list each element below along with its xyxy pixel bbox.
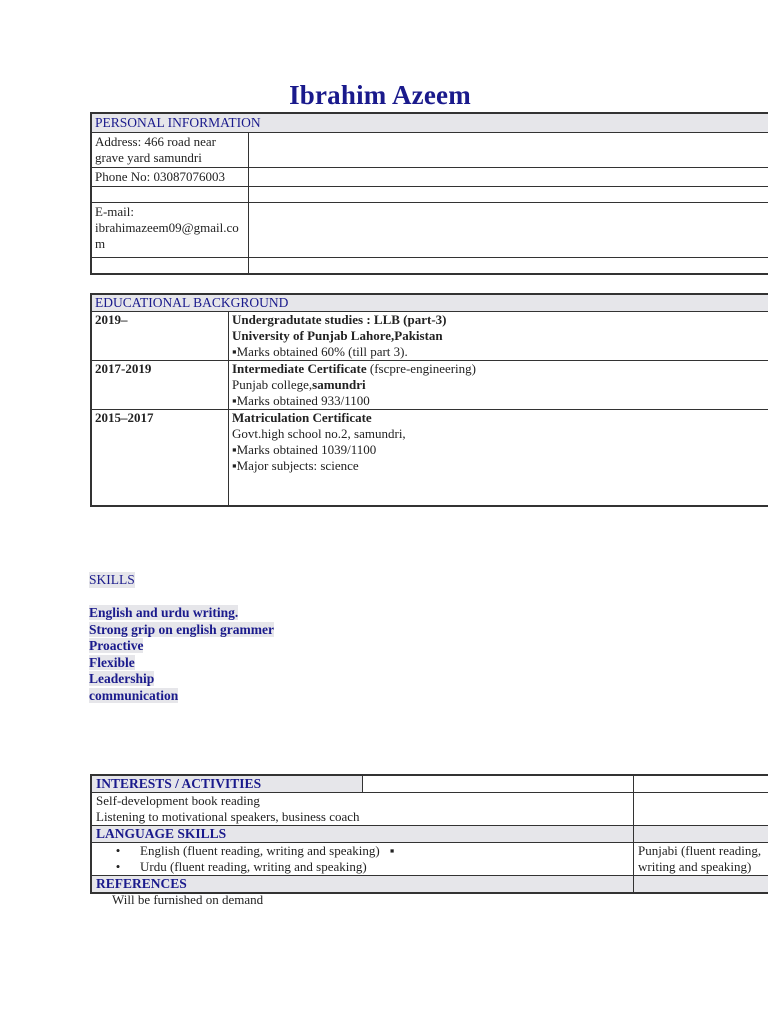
education-years: 2015–2017 xyxy=(91,410,229,506)
education-institution-bold: samundri xyxy=(312,377,366,392)
education-marks: ▪Marks obtained 60% (till part 3). xyxy=(232,344,408,359)
skill-item: English and urdu writing. xyxy=(89,605,239,620)
square-bullet-icon: ▪ xyxy=(389,843,395,858)
empty-cell xyxy=(249,168,768,187)
empty-cell xyxy=(634,793,768,826)
interests-header: INTERESTS / ACTIVITIES xyxy=(91,775,363,793)
interests-cell xyxy=(91,793,634,826)
education-row xyxy=(91,410,768,506)
education-header: EDUCATIONAL BACKGROUND xyxy=(91,294,768,312)
bullet-icon: • xyxy=(115,859,121,874)
skill-item: Proactive xyxy=(89,638,144,654)
language-item: • English (fluent reading, writing and speaking) ▪ xyxy=(96,843,629,859)
education-marks: ▪Marks obtained 1039/1100 xyxy=(232,442,377,457)
education-detail xyxy=(229,312,768,361)
skills-section xyxy=(89,572,274,705)
references-header: REFERENCES xyxy=(91,876,634,894)
empty-cell xyxy=(363,775,634,793)
education-years: 2017-2019 xyxy=(91,361,229,410)
resume-name: Ibrahim Azeem xyxy=(289,80,471,110)
skill-item: Flexible xyxy=(89,654,135,670)
empty-cell xyxy=(91,258,249,274)
education-title: Intermediate Certificate xyxy=(232,361,367,376)
education-row xyxy=(91,312,768,361)
education-institution: Punjab college, xyxy=(232,377,313,392)
address-cell: Address: 466 road near grave yard samundri xyxy=(91,133,249,168)
education-subjects: ▪Major subjects: science xyxy=(232,458,359,473)
language-cell xyxy=(91,843,634,876)
empty-cell xyxy=(249,133,768,168)
interest-item: Self-development book reading xyxy=(96,793,260,808)
education-detail xyxy=(229,361,768,410)
education-marks: ▪Marks obtained 933/1100 xyxy=(232,393,370,408)
education-title: Undergradutate studies : LLB (part-3) xyxy=(232,312,447,327)
empty-cell xyxy=(634,876,768,894)
interests-languages-table xyxy=(90,774,768,894)
education-institution: Govt.high school no.2, samundri, xyxy=(232,426,406,441)
education-table xyxy=(90,293,768,507)
references-text: Will be furnished on demand xyxy=(112,892,264,907)
skill-item: Strong grip on english grammer xyxy=(89,621,274,637)
language-header: LANGUAGE SKILLS xyxy=(91,826,634,843)
email-cell xyxy=(91,203,249,258)
email-label: E-mail: xyxy=(95,204,134,219)
language-cell: Punjabi (fluent reading, writing and speaking) xyxy=(634,843,768,876)
empty-cell xyxy=(634,775,768,793)
empty-cell xyxy=(249,203,768,258)
empty-cell xyxy=(249,187,768,203)
empty-cell xyxy=(634,826,768,843)
bullet-icon: • xyxy=(115,843,121,858)
interest-item: Listening to motivational speakers, business coach xyxy=(96,809,360,824)
personal-info-header: PERSONAL INFORMATION xyxy=(91,113,768,133)
empty-cell xyxy=(91,187,249,203)
phone-cell: Phone No: 03087076003 xyxy=(91,168,249,187)
education-row xyxy=(91,361,768,410)
education-title-extra: (fscpre-engineering) xyxy=(366,361,476,376)
education-years: 2019– xyxy=(91,312,229,361)
skill-item: communication xyxy=(89,687,179,703)
personal-info-table xyxy=(90,112,768,275)
skills-title: SKILLS xyxy=(89,572,135,587)
skill-item: Leadership xyxy=(89,671,155,687)
education-detail xyxy=(229,410,768,506)
education-institution: University of Punjab Lahore,Pakistan xyxy=(232,328,443,343)
empty-cell xyxy=(249,258,768,274)
education-title: Matriculation Certificate xyxy=(232,410,372,425)
language-item: • Urdu (fluent reading, writing and speaking) xyxy=(96,859,629,875)
email-value[interactable]: ibrahimazeem09@gmail.com xyxy=(95,220,239,251)
